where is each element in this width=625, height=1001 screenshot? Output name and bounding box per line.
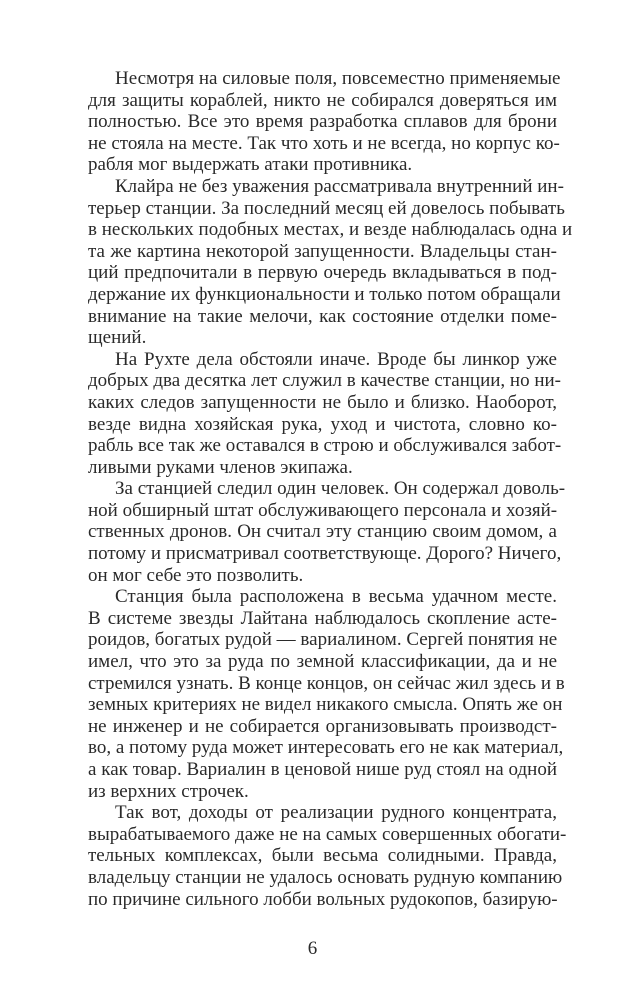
paragraph [88,68,561,176]
text-line: та же картина некоторой запущенности. Владельцы стан- [88,240,557,262]
page-number: 6 [307,938,318,959]
text-line: тельных комплексах, были весьма солидными. Правда, [88,845,557,867]
text-line: он мог себе это позволить. [88,564,304,586]
text-line: везде видна хозяйская рука, уход и чистота, словно ко- [88,413,557,435]
text-line: стремился узнать. В конце концов, он сейчас жил здесь и в [88,672,565,694]
text-line: терьер станции. За последний месяц ей довелось побывать [88,197,565,219]
body-text [88,68,573,910]
text-line: ций предпочитали в первую очередь вкладываться в под- [88,262,557,284]
text-line: За станцией следил один человек. Он содержал доволь- [115,478,566,500]
text-line: каких следов запущенности не было и близко. Наоборот, [88,391,557,413]
text-line: а как товар. Вариалин в ценовой нише руд стоял на одной [88,759,557,780]
text-line: Несмотря на силовые поля, повсеместно применяемые [115,68,561,89]
text-line: имел, что это за руда по земной классификации, да и не [88,651,557,673]
text-line: В системе звезды Лайтана наблюдалось скопление асте- [88,607,557,629]
text-line: ственных дронов. Он считал эту станцию своим домом, а [88,521,557,543]
text-line: для защиты кораблей, никто не собирался доверяться им [88,89,557,111]
text-line: роидов, богатых рудой — вариалином. Сергей понятия не [88,629,558,651]
text-line: потому и присматривал соответствующе. Дорого? Ничего, [88,543,562,565]
text-line: добрых два десятка лет служил в качестве станции, но ни- [88,370,561,392]
paragraph [88,478,566,586]
paragraph [88,802,567,910]
text-line: не стояла на месте. Так что хоть и не всегда, но корпус ко- [88,132,560,154]
text-line: во, а потому руда может интересовать его не как материал, [88,737,564,759]
text-line: по причине сильного лобби вольных рудокопов, базирую- [88,888,558,910]
text-line: держание их функциональности и только потом обращали [88,283,561,305]
text-line: полностью. Все это время разработка сплавов для брони [88,111,557,133]
text-line: в нескольких подобных местах, и везде наблюдалась одна и [88,219,573,241]
paragraph [88,175,573,349]
text-line: Клайра не без уважения рассматривала внутренний ин- [115,175,564,197]
text-line: из верхних строчек. [88,780,249,802]
paragraph [88,586,565,802]
text-line: ной обширный штат обслуживающего персонала и хозяй- [88,499,558,521]
text-line: владельцу станции не удалось основать рудную компанию [88,866,563,888]
text-line: внимание на такие мелочи, как состояние отделки поме- [88,305,557,327]
text-line: вырабатываемого даже не на самых совершенных обогати- [88,823,567,845]
text-line: рабль все так же оставался в строю и обслуживался забот- [88,435,562,457]
text-line: земных критериях не видел никакого смысла. Опять же он [88,694,563,716]
text-line: ливыми руками членов экипажа. [88,456,353,478]
text-line: рабля мог выдержать атаки противника. [88,154,413,176]
text-line: щений. [88,327,147,349]
text-line: не инженер и не собирается организовывать производст- [88,715,557,737]
text-line: На Рухте дела обстояли иначе. Вроде бы линкор уже [115,348,557,370]
text-line: Станция была расположена в весьма удачном месте. [115,586,557,608]
text-line: Так вот, доходы от реализации рудного концентрата, [115,802,557,824]
paragraph [88,348,562,479]
